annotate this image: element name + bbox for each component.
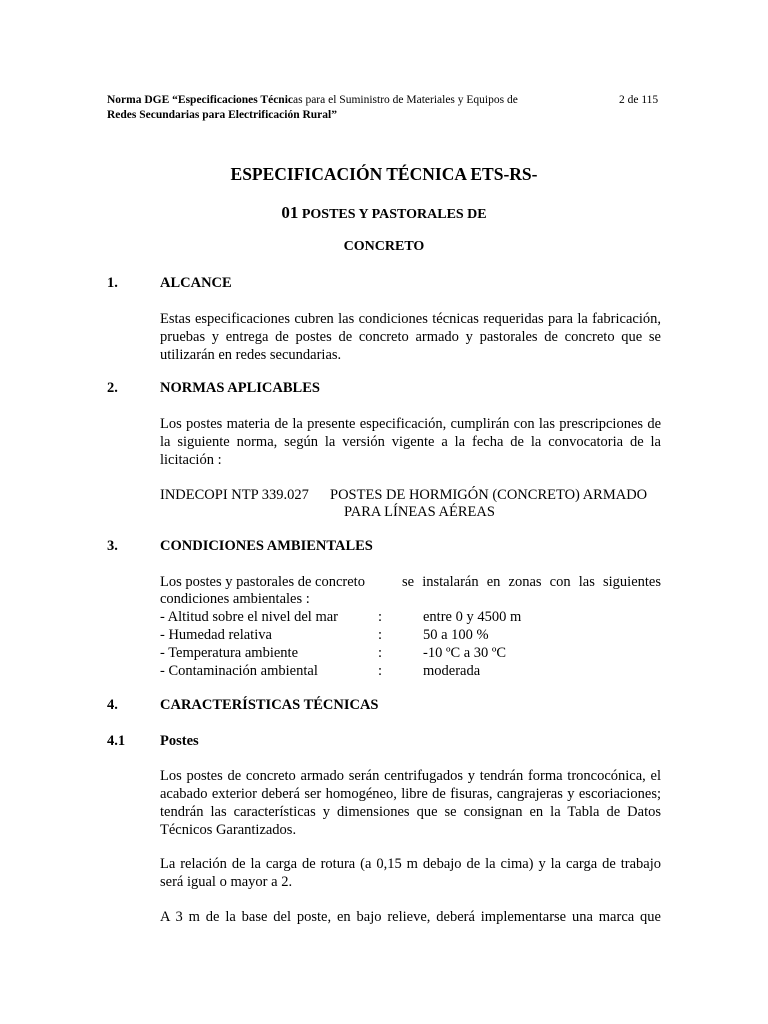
header-norm-title-bold: Norma DGE “Especificaciones Técnic xyxy=(107,94,293,106)
subsection-4-1-title: Postes xyxy=(160,733,199,749)
norm-title-line2: PARA LÍNEAS AÉREAS xyxy=(344,504,495,520)
document-subtitle-line2: CONCRETO xyxy=(343,239,425,254)
document-title: ESPECIFICACIÓN TÉCNICA ETS-RS- xyxy=(230,164,538,184)
condition-label: - Temperatura ambiente xyxy=(160,645,299,661)
section-4-number: 4. xyxy=(107,697,118,713)
header-norm-title-rest: as para el Suministro de Materiales y Equipos de xyxy=(293,94,518,106)
section-2-paragraph: Los postes materia de la presente especificación, cumplirán con las prescripciones de la siguiente norma, según la versión vigente a la fecha de la convocatoria de la licitación : xyxy=(160,416,661,468)
section-3-title: CONDICIONES AMBIENTALES xyxy=(160,538,373,554)
condition-label: - Contaminación ambiental xyxy=(160,663,318,679)
condition-value: -10 ºC a 30 ºC xyxy=(423,645,507,661)
section-1-number: 1. xyxy=(107,275,118,291)
condition-separator: : xyxy=(378,645,383,661)
page-number: 2 de 115 xyxy=(619,94,659,106)
condition-value: moderada xyxy=(423,663,481,679)
running-header xyxy=(107,93,518,123)
document-subtitle xyxy=(0,203,768,223)
section-3-intro-c: condiciones ambientales : xyxy=(160,591,310,607)
condition-label: - Humedad relativa xyxy=(160,627,272,643)
condition-separator: : xyxy=(378,609,383,625)
subsection-4-1-number: 4.1 xyxy=(107,733,126,749)
section-4-title: CARACTERÍSTICAS TÉCNICAS xyxy=(160,697,379,713)
subtitle-text: POSTES Y PASTORALES DE xyxy=(298,207,487,222)
norm-title-line1: POSTES DE HORMIGÓN (CONCRETO) ARMADO xyxy=(330,487,648,503)
header-norm-title-line2: Redes Secundarias para Electrificación Rural” xyxy=(107,109,337,121)
section-3-intro-a: Los postes y pastorales de concreto xyxy=(160,574,365,590)
section-4-paragraph-1: Los postes de concreto armado serán centrifugados y tendrán forma troncocónica, el acabado exterior deberá ser homogéneo, libre de fisuras, cangrajeras y escoriaciones; tendrán las características y dimensiones que se consignan en la Tabla de Datos Técnicos Garantizados. xyxy=(160,768,661,838)
condition-value: entre 0 y 4500 m xyxy=(423,609,522,625)
section-4-paragraph-3: A 3 m de la base del poste, en bajo relieve, deberá implementarse una marca que xyxy=(160,909,661,925)
condition-value: 50 a 100 % xyxy=(423,627,489,643)
section-3-intro-b: se instalarán en zonas con las siguientes xyxy=(402,574,661,590)
section-1-title: ALCANCE xyxy=(160,275,232,291)
section-2-title: NORMAS APLICABLES xyxy=(160,380,320,396)
section-4-paragraph-2: La relación de la carga de rotura (a 0,15 m debajo de la cima) y la carga de trabajo será igual o mayor a 2. xyxy=(160,856,661,890)
condition-separator: : xyxy=(378,663,383,679)
condition-separator: : xyxy=(378,627,383,643)
section-3-number: 3. xyxy=(107,538,118,554)
norm-code: INDECOPI NTP 339.027 xyxy=(160,487,309,503)
condition-label: - Altitud sobre el nivel del mar xyxy=(160,609,338,625)
section-2-number: 2. xyxy=(107,380,118,396)
subtitle-number: 01 xyxy=(281,203,299,222)
section-1-paragraph: Estas especificaciones cubren las condiciones técnicas requeridas para la fabricación, pruebas y entrega de postes de concreto armado y pastorales de concreto que se utilizarán en redes secundarias. xyxy=(160,311,661,363)
